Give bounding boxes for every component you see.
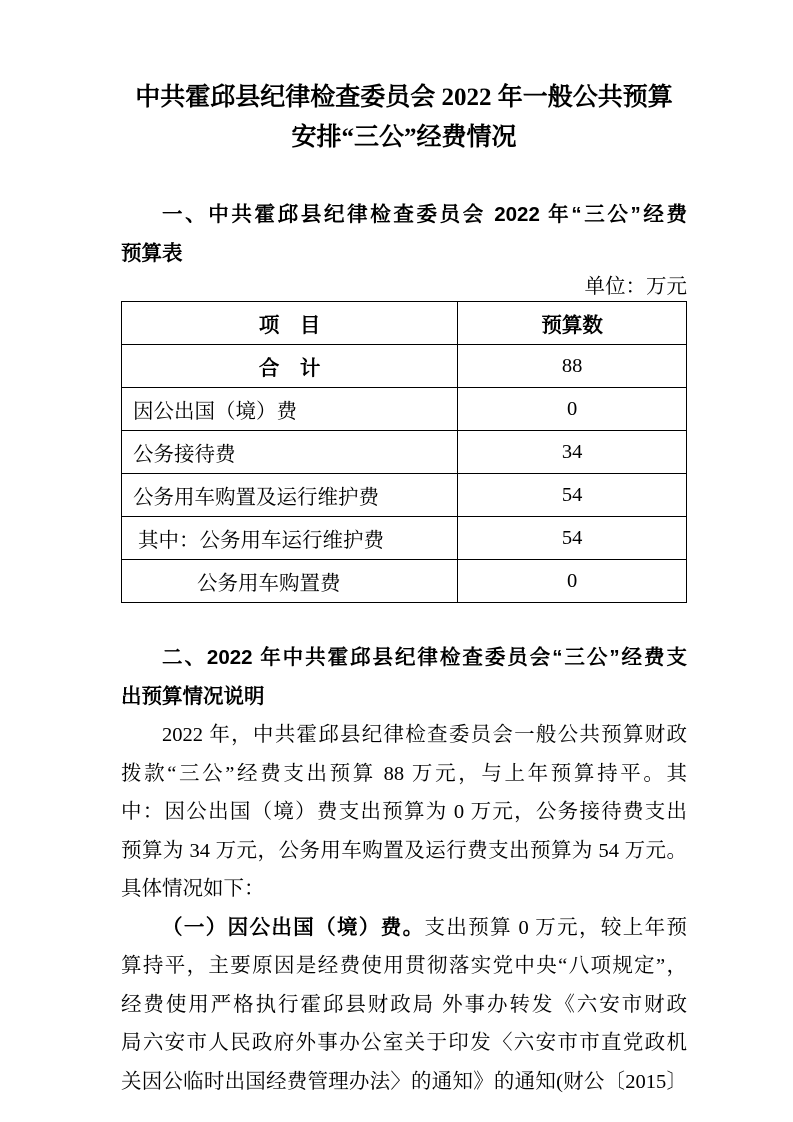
para-abroad-line-5: 关因公临时出国经费管理办法〉的通知》的通知(财公〔2015〕	[121, 1070, 687, 1093]
para-abroad-line-1-rest: 支出预算 0 万元，较上年预	[424, 916, 687, 939]
table-row-total	[122, 345, 687, 388]
row-value-vehicle-purchase: 0	[458, 560, 687, 603]
section2-heading-line-1: 二、2022 年中共霍邱县纪律检查委员会“三公”经费支	[162, 646, 687, 669]
budget-table	[121, 301, 687, 603]
table-row-reception	[122, 431, 687, 474]
section2-heading	[121, 639, 687, 716]
row-value-abroad: 0	[458, 388, 687, 431]
para-overview-line-4: 预算为 34 万元，公务用车购置及运行费支出预算为 54 万元。	[121, 839, 687, 862]
col-header-budget: 预算数	[458, 302, 687, 345]
section2-heading-line-2: 出预算情况说明	[121, 684, 265, 708]
row-value-total: 88	[458, 345, 687, 388]
para-abroad-line-1	[121, 909, 687, 948]
para-abroad-bold-lead: （一）因公出国（境）费。	[162, 916, 425, 939]
row-value-vehicle-operation: 54	[458, 517, 687, 560]
row-label-vehicle-purchase: 公务用车购置费	[122, 560, 458, 603]
row-label-reception: 公务接待费	[122, 431, 458, 474]
para-abroad-line-4: 局六安市人民政府外事办公室关于印发〈六安市市直党政机	[121, 1032, 687, 1054]
row-label-vehicle-operation: 其中：公务用车运行维护费	[122, 517, 458, 560]
doc-title-line-1: 中共霍邱县纪律检查委员会 2022 年一般公共预算	[135, 84, 673, 111]
table-row-vehicle-purchase	[122, 560, 687, 603]
section1-heading-line-2: 预算表	[121, 241, 183, 265]
section1-heading	[121, 196, 687, 273]
para-overview-line-2: 拨款“三公”经费支出预算 88 万元，与上年预算持平。其	[121, 762, 687, 785]
table-row-vehicle-operation	[122, 517, 687, 560]
row-label-total: 合 计	[122, 345, 458, 388]
para-abroad-line-3: 经费使用严格执行霍邱县财政局 外事办转发《六安市财政	[121, 993, 687, 1016]
para-abroad-expense	[121, 909, 687, 1102]
table-header-row	[122, 302, 687, 345]
row-value-reception: 34	[458, 431, 687, 474]
para-overview	[121, 716, 687, 909]
table-row-abroad	[122, 388, 687, 431]
row-label-vehicle: 公务用车购置及运行维护费	[122, 474, 458, 517]
doc-title	[121, 78, 687, 158]
section1-heading-line-1: 一、中共霍邱县纪律检查委员会 2022 年“三公”经费	[162, 203, 687, 226]
row-label-abroad: 因公出国（境）费	[122, 388, 458, 431]
para-abroad-line-2: 算持平，主要原因是经费使用贯彻落实党中央“八项规定”，	[121, 955, 687, 977]
doc-title-line-2: 安排“三公”经费情况	[291, 124, 517, 151]
table-row-vehicle	[122, 474, 687, 517]
row-value-vehicle: 54	[458, 474, 687, 517]
para-overview-line-1: 2022 年，中共霍邱县纪律检查委员会一般公共预算财政	[162, 724, 687, 746]
unit-label: 单位：万元	[584, 276, 687, 298]
para-overview-line-3: 中：因公出国（境）费支出预算为 0 万元，公务接待费支出	[121, 801, 687, 823]
para-overview-line-5: 具体情况如下：	[121, 878, 265, 900]
col-header-item: 项 目	[122, 302, 458, 345]
